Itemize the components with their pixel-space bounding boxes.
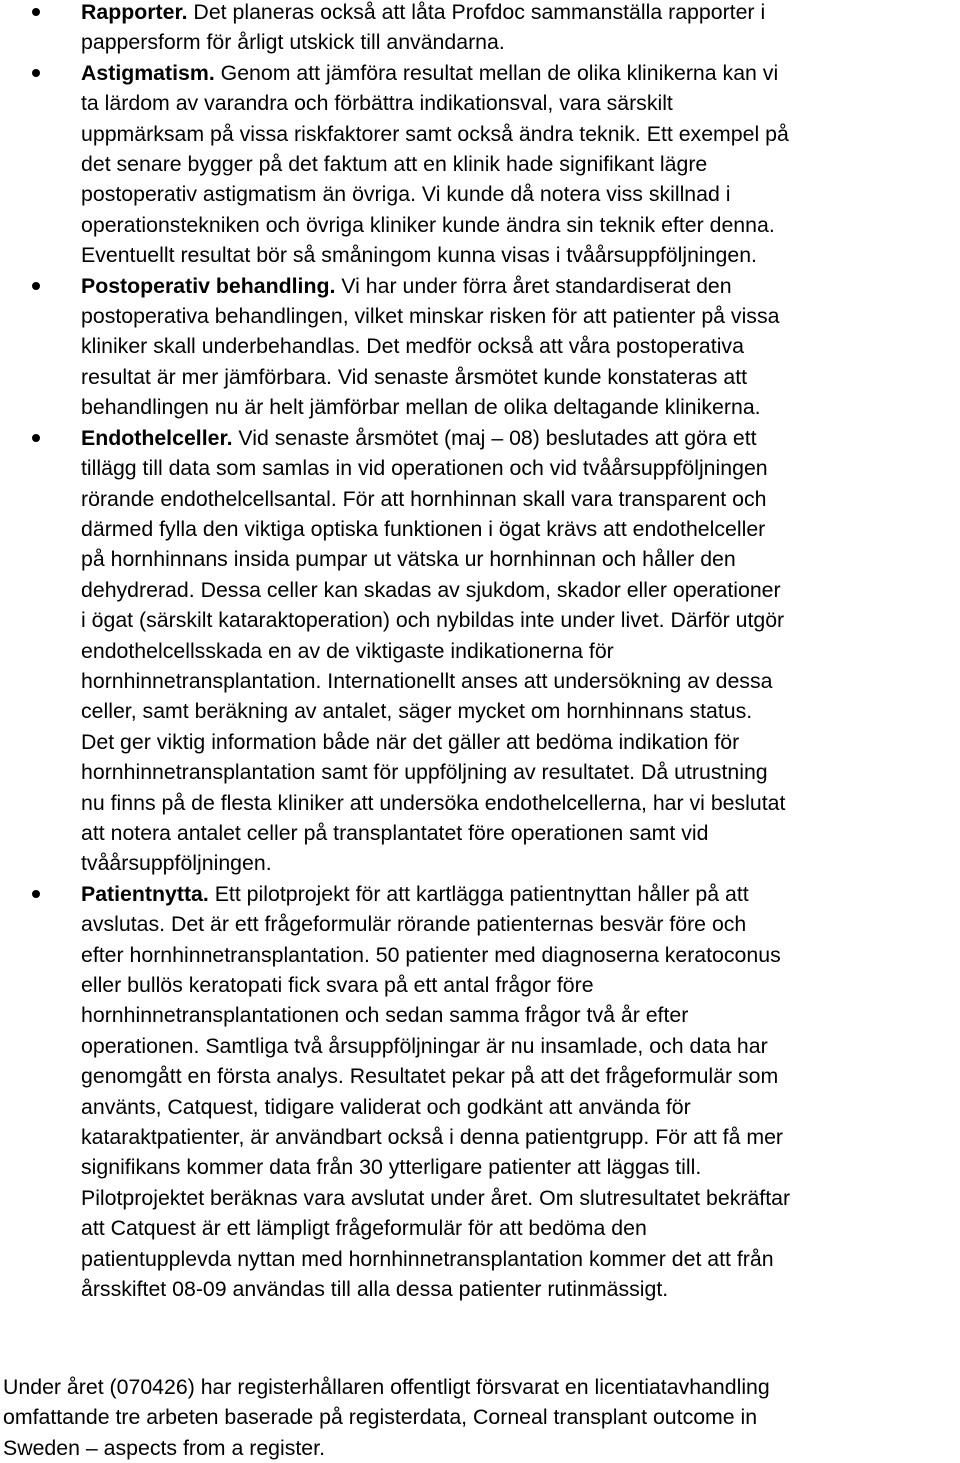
- bullet-text-line: kliniker skall underbehandlas. Det medför också att våra postoperativa: [81, 334, 744, 359]
- bullet-text-line: hornhinnetransplantationen och sedan samma frågor två år efter: [81, 1003, 689, 1028]
- bullet-text-line: postoperativ astigmatism än övriga. Vi kunde då notera viss skillnad i: [81, 182, 731, 207]
- bullet-term: Postoperativ behandling.: [81, 273, 336, 298]
- footer-paragraph: [3, 1372, 770, 1463]
- bullet-text-line: årsskiftet 08-09 användas till alla dessa patienter rutinmässigt.: [81, 1277, 669, 1302]
- bullet-text-line: uppmärksam på vissa riskfaktorer samt också ändra teknik. Ett exempel på: [81, 121, 789, 146]
- bullet-text-line: avslutas. Det är ett frågeformulär rörande patienternas besvär före och: [81, 912, 747, 937]
- bullet-text-line: efter hornhinnetransplantation. 50 patienter med diagnoserna keratoconus: [81, 942, 781, 967]
- bullet-text-line: i ögat (särskilt kataraktoperation) och nybildas inte under livet. Därför utgör: [81, 608, 785, 633]
- bullet-text-line: patientupplevda nyttan med hornhinnetransplantation kommer det att från: [81, 1246, 774, 1271]
- bullet-text-line: [81, 271, 960, 301]
- bullet-text-line: dehydrerad. Dessa celler kan skadas av sjukdom, skador eller operationer: [81, 577, 781, 602]
- bullet-item: [0, 423, 960, 879]
- bullet-text-line: pappersform för årligt utskick till användarna.: [81, 30, 505, 55]
- bullet-text-line: därmed fylla den viktiga optiska funktionen i ögat krävs att endothelceller: [81, 516, 766, 541]
- bullet-text: Det planeras också att låta Profdoc sammanställa rapporter i: [187, 0, 766, 24]
- bullet-text-line: postoperativa behandlingen, vilket minskar risken för att patienter på vissa: [81, 304, 780, 329]
- bullet-text-line: [81, 0, 960, 27]
- bullet-text-line: [81, 423, 960, 453]
- bullet-text-line: Det ger viktig information både när det gäller att bedöma indikation för: [81, 729, 740, 754]
- bullet-term: Astigmatism.: [81, 60, 215, 85]
- bullet-term: Rapporter.: [81, 0, 188, 24]
- bullet-text-line: det senare bygger på det faktum att en klinik hade signifikant lägre: [81, 152, 708, 177]
- bullet-icon: [32, 890, 40, 898]
- bullet-text-line: operationstekniken och övriga kliniker kunde ändra sin teknik efter denna.: [81, 212, 775, 237]
- bullet-item: [0, 271, 960, 423]
- bullet-text-line: resultat är mer jämförbara. Vid senaste årsmötet kunde konstateras att: [81, 364, 748, 389]
- bullet-item: [0, 0, 960, 58]
- bullet-item: [0, 58, 960, 271]
- bullet-text-line: Eventuellt resultat bör så småningom kunna visas i tvåårsuppföljningen.: [81, 243, 757, 268]
- footer-line: Sweden – aspects from a register.: [3, 1435, 325, 1460]
- bullet-text-line: Pilotprojektet beräknas vara avslutat under året. Om slutresultatet bekräftar: [81, 1185, 791, 1210]
- bullet-text-line: operationen. Samtliga två årsuppföljningar är nu insamlade, och data har: [81, 1033, 768, 1058]
- bullet-text-line: hornhinnetransplantation samt för uppföljning av resultatet. Då utrustning: [81, 760, 768, 785]
- bullet-text-line: celler, samt beräkning av antalet, säger mycket om hornhinnans status.: [81, 699, 753, 724]
- bullet-text-line: att notera antalet celler på transplantatet före operationen samt vid: [81, 820, 709, 845]
- bullet-text-line: nu finns på de flesta kliniker att undersöka endothelcellerna, har vi beslutat: [81, 790, 786, 815]
- bullet-text-line: [81, 879, 960, 909]
- bullet-term: Patientnytta.: [81, 881, 209, 906]
- bullet-text-line: tillägg till data som samlas in vid operationen och vid tvåårsuppföljningen: [81, 456, 768, 481]
- bullet-text-line: endothelcellsskada en av de viktigaste indikationerna för: [81, 638, 614, 663]
- bullet-text-line: kataraktpatienter, är användbart också i denna patientgrupp. För att få mer: [81, 1125, 784, 1150]
- bullet-icon: [32, 282, 40, 290]
- bullet-icon: [32, 8, 40, 16]
- bullet-text-line: hornhinnetransplantation. Internationellt anses att undersökning av dessa: [81, 668, 773, 693]
- footer-line: omfattande tre arbeten baserade på registerdata, Corneal transplant outcome in: [3, 1405, 758, 1430]
- bullet-text-line: använts, Catquest, tidigare validerat och godkänt att använda för: [81, 1094, 691, 1119]
- bullet-icon: [32, 69, 40, 77]
- bullet-text: Genom att jämföra resultat mellan de olika klinikerna kan vi: [214, 60, 779, 85]
- bullet-icon: [32, 434, 40, 442]
- bullet-text: Vi har under förra året standardiserat den: [335, 273, 732, 298]
- bullet-item: [0, 879, 960, 1305]
- bullet-text-line: genomgått en första analys. Resultatet pekar på att det frågeformulär som: [81, 1064, 779, 1089]
- bullet-text-line: ta lärdom av varandra och förbättra indikationsval, vara särskilt: [81, 91, 673, 116]
- bullet-term: Endothelceller.: [81, 425, 233, 450]
- bullet-text-line: att Catquest är ett lämpligt frågeformulär för att bedöma den: [81, 1216, 647, 1241]
- bullet-text-line: eller bullös keratopati fick svara på ett antal frågor före: [81, 973, 594, 997]
- bullet-text-line: tvåårsuppföljningen.: [81, 851, 272, 876]
- bullet-text-line: rörande endothelcellsantal. För att hornhinnan skall vara transparent och: [81, 486, 767, 511]
- bullet-text-line: [81, 58, 960, 88]
- bullet-text: Ett pilotprojekt för att kartlägga patientnyttan håller på att: [208, 881, 749, 906]
- bullet-text: Vid senaste årsmötet (maj – 08) beslutades att göra ett: [232, 425, 757, 450]
- bullet-text-line: signifikans kommer data från 30 ytterligare patienter att läggas till.: [81, 1155, 702, 1180]
- footer-line: Under året (070426) har registerhållaren offentligt försvarat en licentiatavhandling: [3, 1375, 770, 1399]
- bullet-text-line: behandlingen nu är helt jämförbar mellan de olika deltagande klinikerna.: [81, 395, 761, 420]
- bullet-text-line: på hornhinnans insida pumpar ut vätska ur hornhinnan och håller den: [81, 547, 736, 572]
